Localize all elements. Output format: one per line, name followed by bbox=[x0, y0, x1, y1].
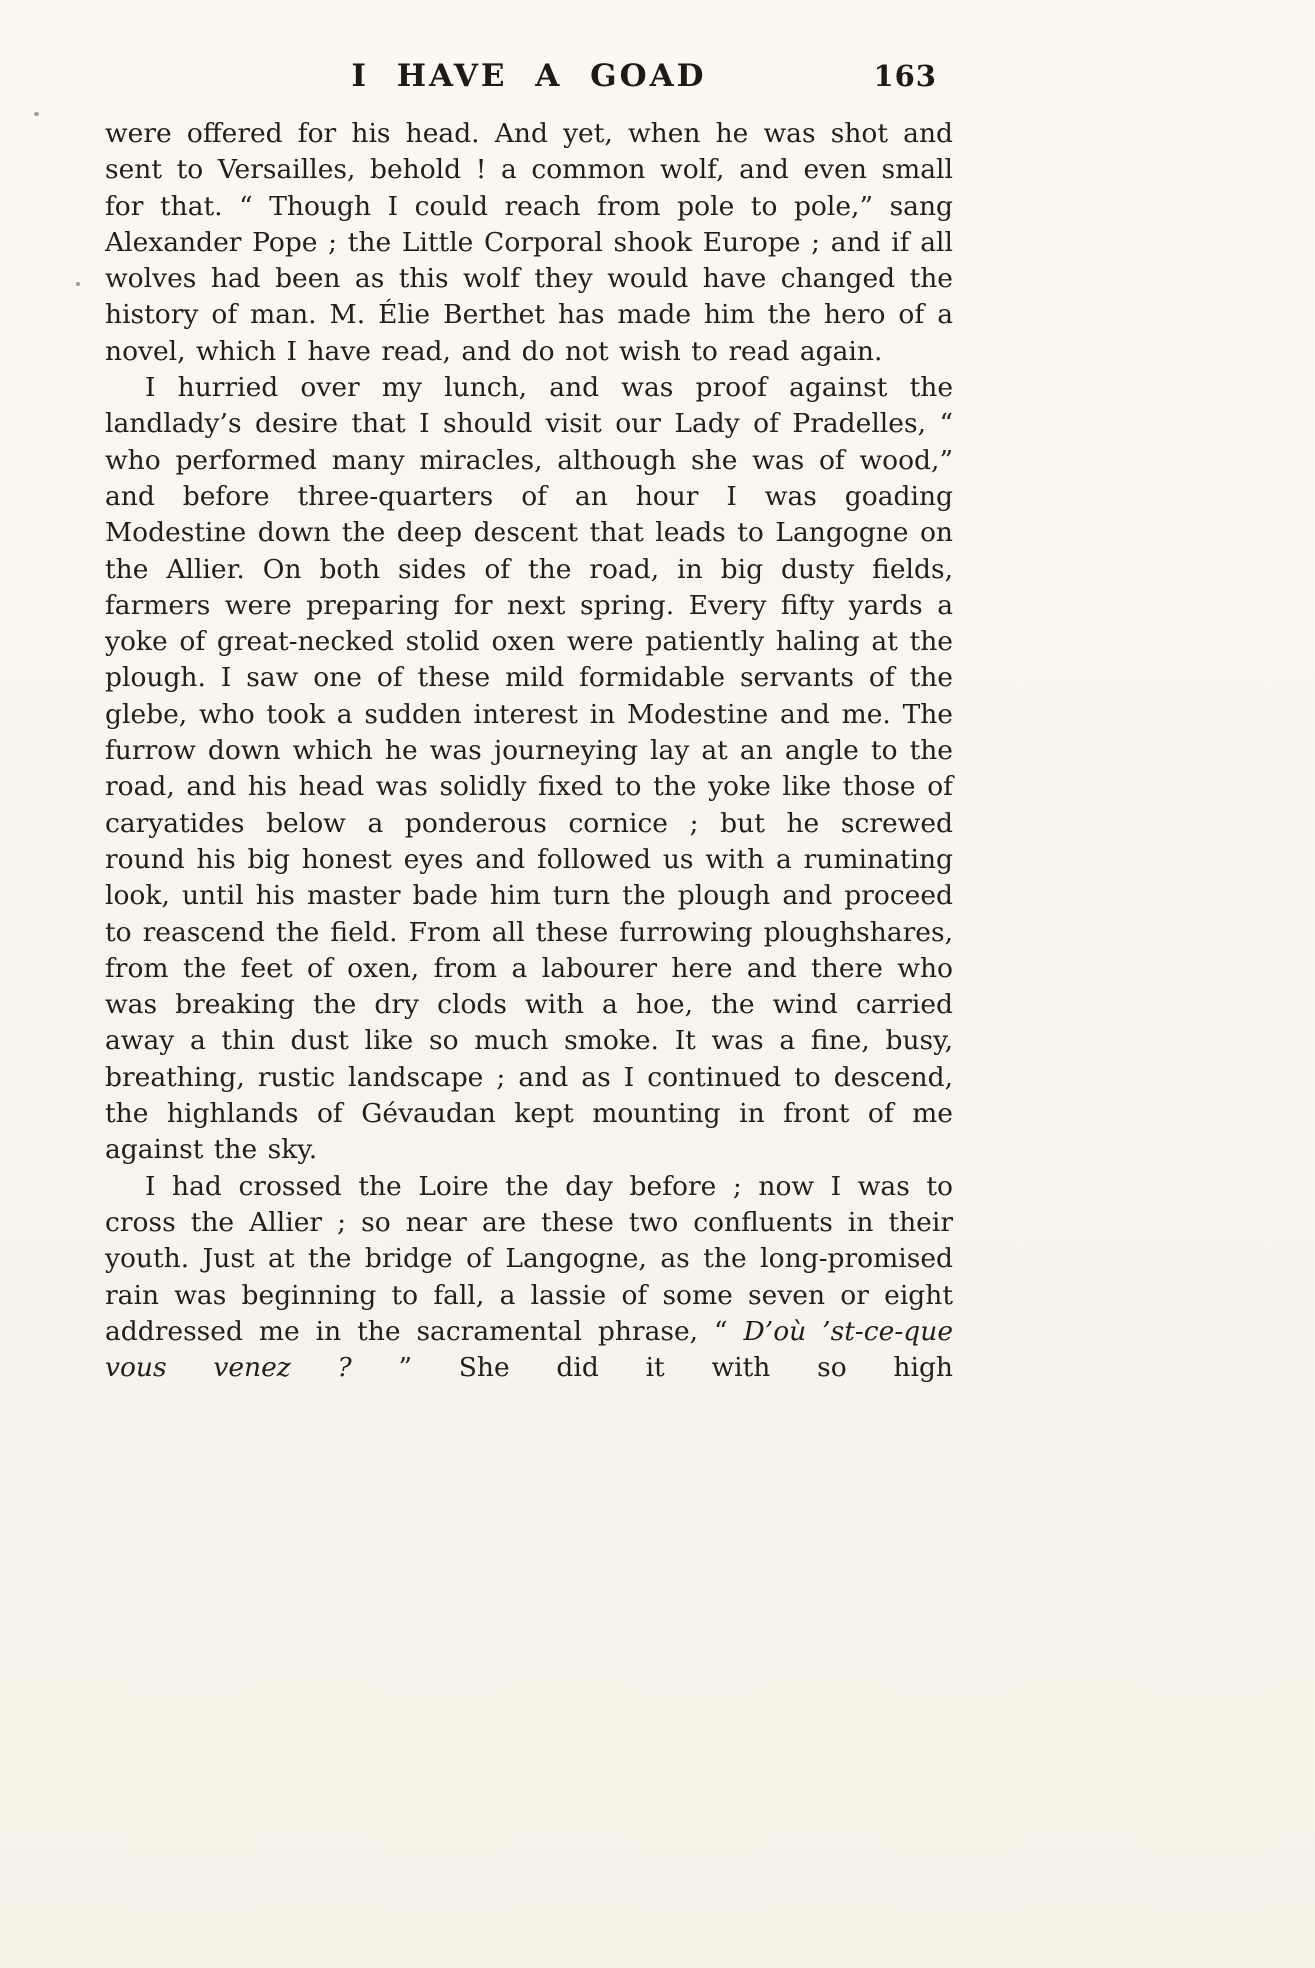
running-title: I HAVE A GOAD bbox=[351, 58, 707, 94]
text-run: I hurried over my lunch, and was proof against the landlady’s desire that I should visit our Lady of Pradelles, “ who performed many miracles, although she was of wood,” and before three-quarters of an hour I was goading Modestine down the deep descent that leads to Langogne on the Allier. On both sides of the road, in big dusty fields, farmers were preparing for next spring. Every fifty yards a yoke of great-necked stolid oxen were patiently haling at the plough. I saw one of these mild formidable servants of the glebe, who took a sudden interest in Modestine and me. The furrow down which he was journeying lay at an angle to the road, and his head was solidly fixed to the yoke like those of caryatides below a ponderous cornice ; but he screwed round his big honest eyes and followed us with a ruminating look, until his master bade him turn the plough and proceed to reascend the field. From all these furrowing ploughshares, from the feet of oxen, from a labourer here and there who was breaking the dry clods with a hoe, the wind carried away a thin dust like so much smoke. It was a fine, busy, breathing, rustic landscape ; and as I continued to descend, the highlands of Gévaudan kept mounting in front of me against the sky. bbox=[105, 372, 953, 1166]
page-header bbox=[105, 58, 953, 104]
scan-speck bbox=[34, 112, 39, 116]
text-block bbox=[105, 58, 953, 1386]
paragraph bbox=[105, 1169, 953, 1387]
page-body bbox=[105, 116, 953, 1386]
italic-text: D’où ’st-ce-que vous venez ? bbox=[105, 1315, 953, 1384]
scan-speck bbox=[76, 282, 80, 286]
text-run: I had crossed the Loire the day before ; now I was to cross the Allier ; so near are these two confluents in their youth. Just at the bridge of Langogne, as the long-promised rain was beginning to fall, a lassie of some seven or eight addressed me in the sacramental phrase, “ bbox=[105, 1170, 953, 1347]
paragraph bbox=[105, 116, 953, 370]
text-run: were offered for his head. And yet, when he was shot and sent to Versailles, behold ! a common wolf, and even small for that. “ Though I could reach from pole to pole,” sang Alexander Pope ; the Little Corporal shook Europe ; and if all wolves had been as this wolf they would have changed the history of man. M. Élie Berthet has made him the hero of a novel, which I have read, and do not wish to read again. bbox=[105, 118, 953, 367]
paragraph bbox=[105, 370, 953, 1169]
text-run: ” She did it with so high bbox=[351, 1352, 953, 1384]
page-number: 163 bbox=[873, 59, 937, 93]
